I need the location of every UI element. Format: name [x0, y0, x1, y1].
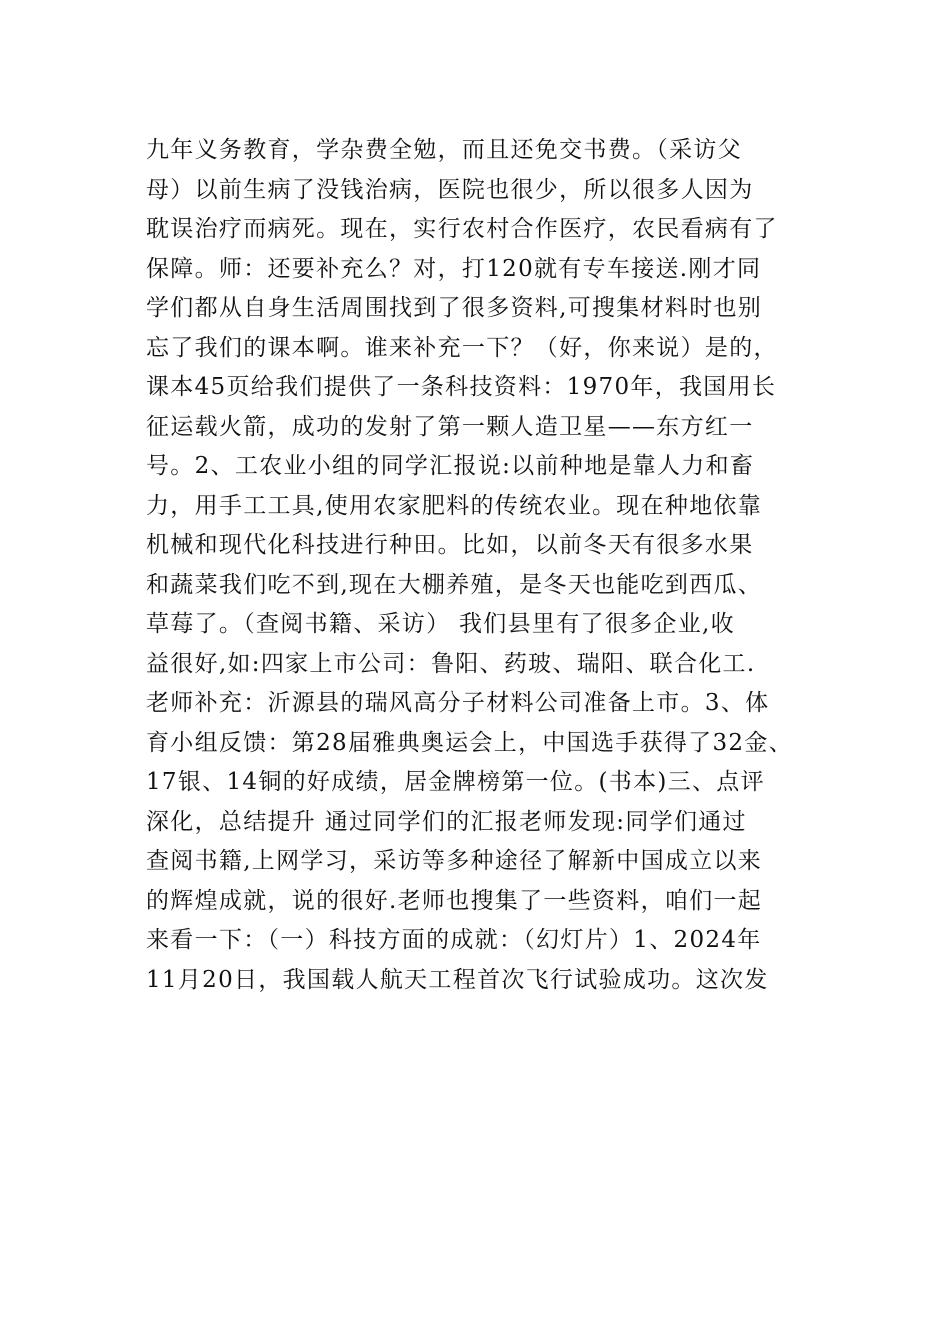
text-line: 号。2、工农业小组的同学汇报说:以前种地是靠人力和畜 [146, 453, 755, 479]
text-line: 保障。师：还要补充么？对，打120就有专车接送.刚才同 [146, 255, 762, 282]
text-line: 耽误治疗而病死。现在，实行农村合作医疗，农民看病有了 [146, 216, 778, 242]
text-line: 课本45页给我们提供了一条科技资料：1970年，我国用长 [146, 374, 777, 400]
text-line: 机械和现代化科技进行种田。比如，以前冬天有很多水果 [146, 532, 754, 558]
text-line: 老师补充：沂源县的瑞风高分子材料公司准备上市。3、体 [146, 690, 770, 716]
text-line: 育小组反馈：第28届雅典奥运会上，中国选手获得了32金、 [146, 729, 793, 756]
text-line: 九年义务教育，学杂费全勉，而且还免交书费。（采访父 [146, 137, 742, 163]
document-body [146, 131, 836, 1000]
text-line: 征运载火箭，成功的发射了第一颗人造卫星——东方红一 [146, 413, 754, 440]
text-line: 忘了我们的课本啊。谁来补充一下？（好，你来说）是的， [146, 334, 778, 361]
text-line: 和蔬菜我们吃不到,现在大棚养殖，是冬天也能吃到西瓜、 [146, 571, 763, 598]
text-line: 17银、14铜的好成绩，居金牌榜第一位。(书本)三、点评 [146, 769, 765, 795]
text-line: 学们都从自身生活周围找到了很多资料,可搜集材料时也别 [146, 295, 763, 321]
text-line: 力，用手工工具,使用农家肥料的传统农业。现在种地依靠 [146, 492, 763, 519]
text-line: 的辉煌成就，说的很好.老师也搜集了一些资料，咱们一起 [146, 887, 763, 914]
text-line: 益很好,如:四家上市公司：鲁阳、药玻、瑞阳、联合化工. [146, 650, 756, 677]
text-line: 11月20日，我国载人航天工程首次飞行试验成功。这次发 [146, 966, 769, 993]
text-line: 来看一下：（一）科技方面的成就：（幻灯片）1、2024年 [146, 927, 762, 953]
text-line: 深化，总结提升 通过同学们的汇报老师发现:同学们通过 [146, 808, 747, 835]
text-line: 母）以前生病了没钱治病，医院也很少，所以很多人因为 [146, 176, 754, 203]
text-line: 草莓了。（查阅书籍、采访） 我们县里有了很多企业,收 [146, 611, 735, 637]
text-line: 查阅书籍,上网学习，采访等多种途径了解新中国成立以来 [146, 848, 763, 874]
